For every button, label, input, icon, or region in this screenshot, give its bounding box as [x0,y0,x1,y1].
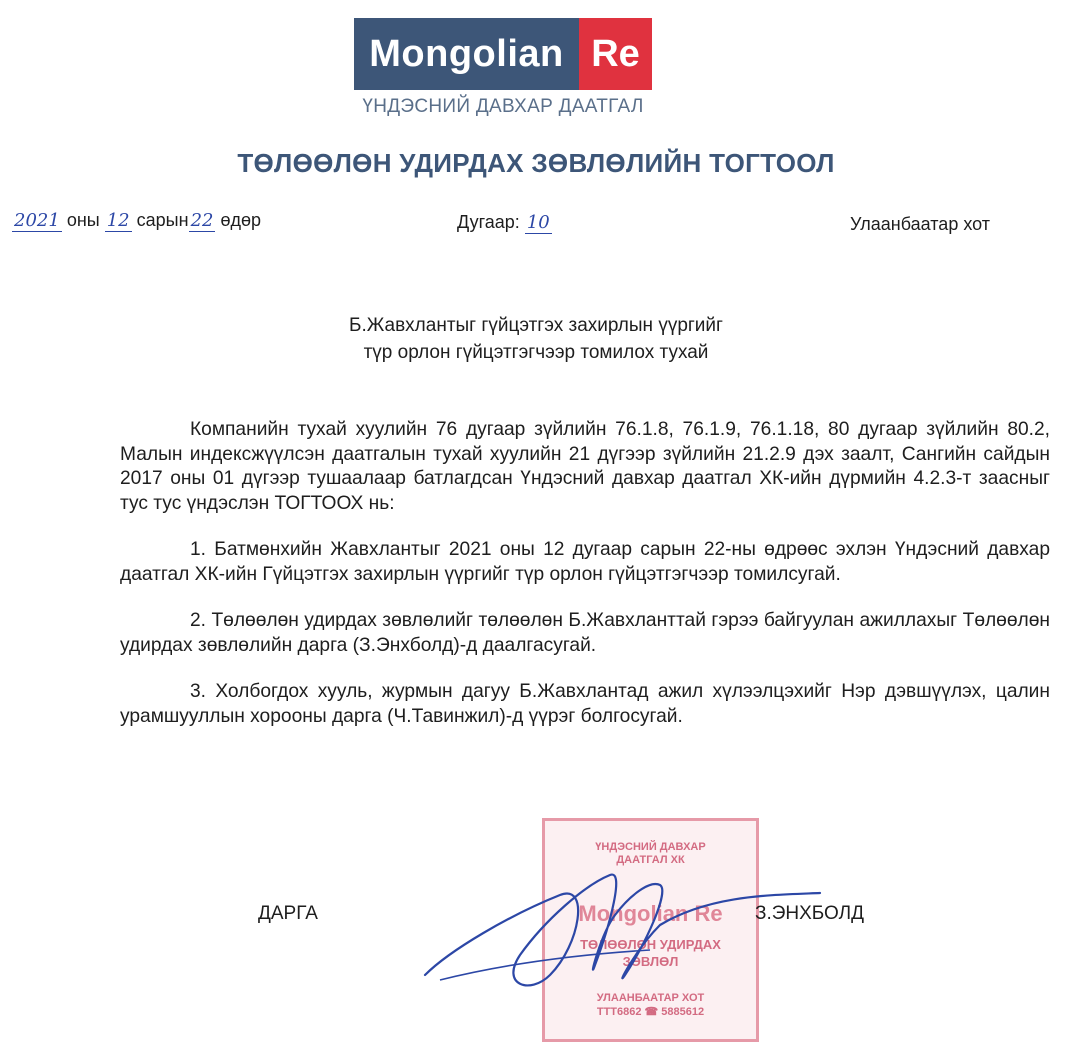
stamp-line-4: ЗӨВЛӨЛ [622,954,679,969]
stamp-line-1: ҮНДЭСНИЙ ДАВХАР [595,841,706,853]
subject-line-2: түр орлон гүйцэтгэгчээр томилох тухай [363,342,709,363]
day-label: өдөр [220,210,262,230]
handwritten-month: 12 [106,210,130,231]
logo-subtitle: ҮНДЭСНИЙ ДАВХАР ДААТГАЛ [362,96,644,117]
handwritten-signature [410,855,830,1005]
subject-line-1: Б.Жавхлантыг гүйцэтгэх захирлын үүргийг [349,315,723,336]
city-label: Улаанбаатар хот [850,214,990,234]
signatory-title: ДАРГА [258,903,318,924]
handwritten-number: 10 [526,212,550,233]
logo-wordmark: Mongolian [354,18,579,90]
month-label: сарын [136,210,189,230]
subject-heading [0,312,1072,366]
handwritten-day: 22 [190,210,214,231]
logo-mark: Re [579,18,652,90]
year-label: оны [66,210,100,230]
stamp-line-5: УЛААНБААТАР ХОТ [596,992,705,1004]
handwritten-year: 2021 [14,210,60,231]
stamp-line-3: ТӨЛӨӨЛӨН УДИРДАХ [580,937,721,952]
stamp-line-6: ТТТ6862 ☎ 5885612 [596,1006,705,1018]
date-line [12,210,261,231]
resolution-body [120,418,1050,751]
resolution-item-1: 1. Батмөнхийн Жавхлантыг 2021 оны 12 дугаар сарын 22-ны өдрөөс эхлэн Үндэсний давхар даатгал ХК-ийн Гүйцэтгэх захирлын үүргийг түр орлон гүйцэтгэгчээр томилсугай. [120,539,1050,585]
number-label: Дугаар: [457,212,520,232]
stamp-logo: Mongolian Re [578,901,723,926]
preamble-paragraph: Компанийн тухай хуулийн 76 дугаар зүйлийн 76.1.8, 76.1.9, 76.1.18, 80 дугаар зүйлийн 80.2, Малын индексжүүлсэн даатгалын тухай хуулийн 21 дүгээр зүйлийн 21.2.9 дэх заалт, Сангийн сайдын 2017 оны 01 дүгээр тушаалаар батлагдсан Үндэсний давхар даатгал ХК-ийн дүрмийн 4.2.3-т заасныг тус тус үндэслэн ТОГТООХ нь: [120,419,1050,514]
resolution-item-3: 3. Холбогдох хууль, журмын дагуу Б.Жавхлантад ажил хүлээлцэхийг Нэр дэвшүүлэх, цалин урамшууллын хорооны дарга (Ч.Тавинжил)-д үүрэг болгосугай. [120,681,1050,727]
document-title: ТӨЛӨӨЛӨН УДИРДАХ ЗӨВЛӨЛИЙН ТОГТООЛ [237,148,835,178]
document-number-line [457,212,552,233]
resolution-item-2: 2. Төлөөлөн удирдах зөвлөлийг төлөөлөн Б.Жавхланттай гэрээ байгуулан ажиллахыг Төлөөлөн удирдах зөвлөлийн дарга (З.Энхболд)-д даалгасугай. [120,610,1050,656]
signatory-name: З.ЭНХБОЛД [755,903,864,924]
company-logo [354,18,652,90]
stamp-line-2: ДААТГАЛ ХК [616,854,685,866]
